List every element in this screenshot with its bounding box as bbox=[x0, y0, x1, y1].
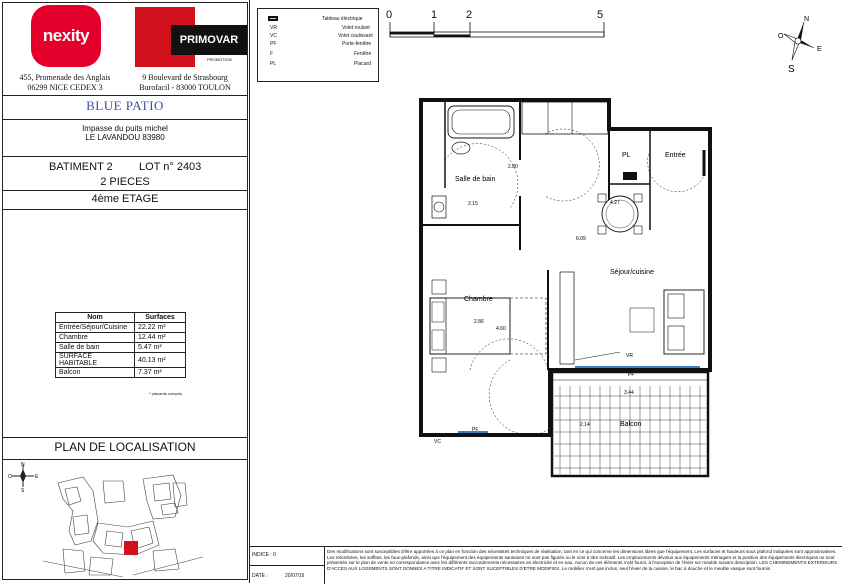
legend-code: PL bbox=[270, 61, 277, 67]
electric-panel-icon bbox=[623, 172, 637, 180]
legend-label: Volet coulissant bbox=[338, 33, 373, 39]
nexity-logo: nexity bbox=[31, 5, 101, 67]
opening-label: PF bbox=[628, 372, 635, 378]
table-row: Entrée/Séjour/Cuisine 22.22 m² bbox=[56, 323, 186, 333]
room-label-entry: Entrée bbox=[665, 152, 686, 159]
svg-text:N: N bbox=[21, 462, 25, 468]
primovar-logo: PRIMOVAR PROMOTION bbox=[135, 7, 247, 67]
surface-col-name: Nom bbox=[56, 313, 135, 323]
address-toulon: 9 Boulevard de Strasbourg Burofacil - 83000 TOULON bbox=[139, 73, 231, 92]
svg-text:E: E bbox=[817, 46, 822, 53]
table-row: Salle de bain 5.47 m² bbox=[56, 343, 186, 353]
opening-label: PF bbox=[472, 427, 479, 433]
svg-text:O: O bbox=[778, 33, 784, 40]
scale-bar bbox=[388, 22, 606, 42]
opening-label: VC bbox=[434, 439, 441, 445]
lot-highlight bbox=[124, 541, 138, 555]
room-label-bath: Salle de bain bbox=[455, 176, 496, 183]
surface-col-value: Surfaces bbox=[135, 313, 186, 323]
floor-plan bbox=[400, 90, 730, 486]
table-row: Chambre 12.44 m² bbox=[56, 333, 186, 343]
svg-text:E: E bbox=[35, 474, 39, 480]
scale-tick: 0 bbox=[386, 9, 393, 21]
building-number: BATIMENT 2 bbox=[49, 161, 113, 173]
svg-text:O: O bbox=[8, 474, 12, 480]
svg-text:S: S bbox=[21, 488, 25, 494]
footer bbox=[249, 546, 842, 584]
index-label: INDICE : 0 bbox=[252, 552, 276, 558]
table-row: SURFACE HABITABLE 40.13 m² bbox=[56, 353, 186, 368]
dim-label: 2.86 bbox=[474, 319, 484, 325]
disclaimer-text: Des modifications sont susceptibles d'être apportées à ce plan en fonction des nécessités techniques de réalisation, tant en ce qui concerne les dimensions libres que l'équipement. Les surfaces et hauteurs sous plafond indiquées sont approximatives. Les retombées, les soffites, les faux-plafonds, ainsi que l'équipement des équipements sanitaires ne sont pas figurés ou le sont à titre indicatif. Les emplacements dévolus aux équipements ménagers et la position des équipements électriques ne sont présentés sur le plan de vente en correspondance avec les différents raccordements nécessaires en électricité et en eau. Aucun de ces éléments n'est fourni, à l'exception de l'évier sur meuble suivant description. LES CHEMINEMENTS EXTERIEURS D'ACCES AUX LOGEMENTS SONT DONNES A TITRE INDICATIF ET SONT SUCEPTIBLES D'ETRE MODIFIES. Le mobilier n'est pas inclus, seul l'évier de la cuisine, le bac à douche et le meuble vasque sont fournis bbox=[327, 549, 838, 571]
dim-label: 2.15 bbox=[468, 201, 478, 207]
legend-label: Placard bbox=[354, 61, 371, 67]
legend-code: F bbox=[270, 51, 274, 57]
location-title: PLAN DE LOCALISATION bbox=[54, 440, 196, 454]
dim-label: 6.09 bbox=[576, 236, 586, 242]
dim-label: 2.80 bbox=[508, 164, 518, 170]
legend-label: Porte-fenêtre bbox=[342, 41, 372, 47]
opening-label: VR bbox=[626, 353, 633, 359]
surface-table bbox=[55, 312, 186, 378]
legend-code: VR bbox=[270, 25, 277, 31]
location-compass-icon bbox=[8, 462, 39, 494]
dim-label: 4.27 bbox=[610, 200, 620, 206]
scale-tick: 5 bbox=[597, 9, 604, 21]
address-nice: 455, Promenade des Anglais 06299 NICE CEDEX 3 bbox=[19, 73, 111, 92]
room-count: 2 PIECES bbox=[100, 176, 150, 188]
scale-tick: 1 bbox=[431, 9, 438, 21]
date-label: DATE : bbox=[252, 573, 268, 579]
legend-label: Tableau électrique bbox=[322, 16, 363, 22]
location-map bbox=[3, 461, 247, 579]
svg-text:N: N bbox=[804, 16, 810, 23]
legend-code: VC bbox=[270, 33, 277, 39]
room-label-closet: PL bbox=[622, 152, 631, 159]
room-label-balcony: Balcon bbox=[620, 421, 642, 428]
dim-label: 2.14 bbox=[580, 422, 590, 428]
room-label-living: Séjour/cuisine bbox=[610, 269, 654, 276]
legend-label: Volet roulant bbox=[342, 25, 370, 31]
room-label-bedroom: Chambre bbox=[464, 296, 493, 303]
symbol-legend bbox=[257, 8, 379, 82]
legend-label: Fenêtre bbox=[354, 51, 372, 57]
svg-text:S: S bbox=[788, 64, 795, 75]
date-value: 20/07/16 bbox=[285, 573, 305, 579]
lot-number: LOT n° 2403 bbox=[139, 161, 202, 173]
compass-rose-icon bbox=[770, 12, 830, 76]
legend-code: PF bbox=[270, 41, 277, 47]
dim-label: 4.60 bbox=[496, 326, 506, 332]
dim-label: 3.44 bbox=[624, 390, 634, 396]
surface-note: * placards compris bbox=[149, 391, 182, 396]
project-city: LE LAVANDOU 83980 bbox=[85, 133, 165, 142]
info-panel bbox=[2, 2, 248, 580]
project-street: Impasse du puits michel bbox=[82, 124, 168, 133]
table-row: Balcon 7.37 m² bbox=[56, 368, 186, 378]
electric-panel-icon bbox=[268, 16, 278, 21]
project-name: BLUE PATIO bbox=[86, 98, 164, 113]
floor-level: 4ème ETAGE bbox=[91, 193, 159, 205]
scale-tick: 2 bbox=[466, 9, 473, 21]
